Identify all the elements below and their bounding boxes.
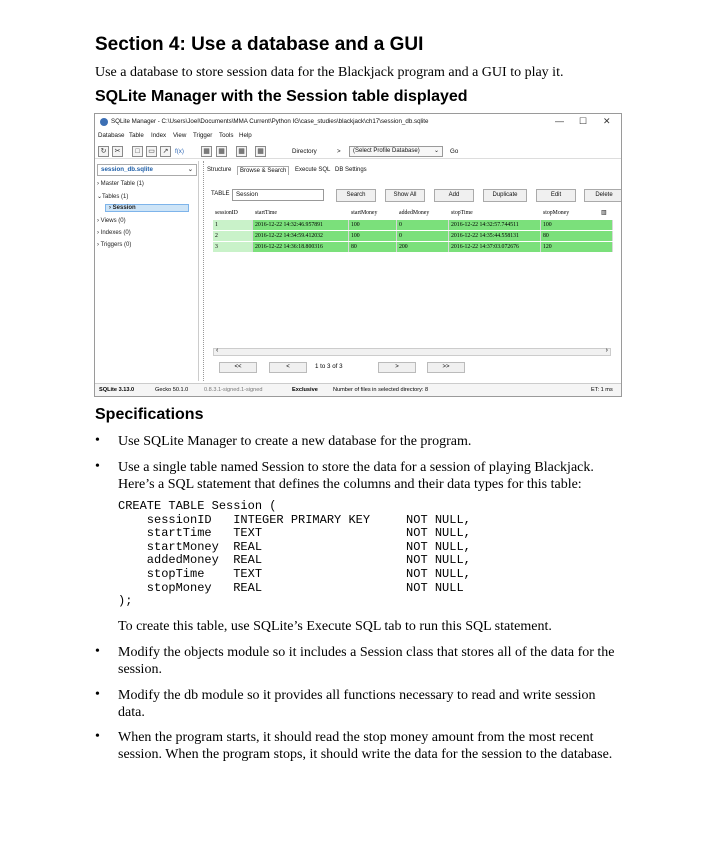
app-icon: [100, 118, 108, 126]
cell-startmoney[interactable]: 80: [349, 242, 397, 252]
tab-structure[interactable]: Structure: [207, 167, 232, 173]
tree-tables-label: Tables (1): [102, 194, 129, 200]
chevron-down-icon: ⌄: [187, 166, 193, 173]
edit-button[interactable]: Edit: [536, 189, 576, 202]
create-table-icon[interactable]: ▦: [201, 146, 212, 157]
cell-addedmoney[interactable]: 200: [397, 242, 449, 252]
cell-sessionid[interactable]: 1: [213, 220, 253, 230]
col-header-addedmoney[interactable]: addedMoney: [399, 210, 430, 216]
menu-tools[interactable]: Tools: [219, 132, 234, 139]
chevron-right-icon: ›: [97, 242, 99, 248]
drop-index-icon[interactable]: ▦: [255, 146, 266, 157]
spec-item-4: Modify the db module so it provides all functions necessary to read and write session data.: [118, 688, 596, 720]
page-indicator: 1 to 3 of 3: [315, 363, 343, 370]
execute-sql-note: To create this table, use SQLite’s Execute SQL tab to run this SQL statement.: [118, 619, 552, 634]
tree-views-label: Views (0): [100, 218, 126, 224]
cell-stopmoney[interactable]: 120: [541, 242, 613, 252]
directory-label: Directory: [292, 148, 317, 155]
cell-stoptime[interactable]: 2016-12-22 14:35:44.558131: [449, 231, 541, 241]
tab-browse-search[interactable]: Browse & Search: [237, 166, 289, 175]
spec-item-5: When the program starts, it should read the stop money amount from the most recent session. When the program stops, it should write the data for the session to the database.: [118, 730, 613, 762]
tree-indexes-label: Indexes (0): [100, 230, 131, 236]
drop-table-icon[interactable]: ▦: [216, 146, 227, 157]
tree-session-label: Session: [112, 205, 136, 211]
col-header-sessionid[interactable]: sessionID: [215, 210, 238, 216]
cell-stopmoney[interactable]: 100: [541, 220, 613, 230]
chevron-right-icon: ›: [109, 205, 111, 211]
menu-trigger[interactable]: Trigger: [193, 132, 213, 139]
chevron-down-icon: ⌄: [433, 148, 439, 154]
status-version: SQLite 3.13.0: [99, 387, 135, 393]
cell-starttime[interactable]: 2016-12-22 14:34:59.412032: [253, 231, 349, 241]
create-index-icon[interactable]: ▦: [236, 146, 247, 157]
cell-startmoney[interactable]: 100: [349, 220, 397, 230]
status-signed: 0.8.3.1-signed.1-signed: [204, 387, 263, 393]
pane-splitter[interactable]: [200, 161, 204, 381]
delete-button[interactable]: Delete: [584, 189, 622, 202]
col-header-stoptime[interactable]: stopTime: [451, 210, 473, 216]
col-header-stopmoney[interactable]: stopMoney: [543, 210, 570, 216]
table-select[interactable]: Session: [232, 189, 324, 201]
cell-addedmoney[interactable]: 0: [397, 220, 449, 230]
scroll-right-icon[interactable]: ›: [605, 347, 608, 354]
col-header-startmoney[interactable]: startMoney: [351, 210, 378, 216]
cell-addedmoney[interactable]: 0: [397, 231, 449, 241]
scissors-icon[interactable]: ✂: [112, 146, 123, 157]
search-button[interactable]: Search: [336, 189, 376, 202]
bullet-marker: •: [95, 729, 100, 744]
chevron-down-icon: ⌄: [97, 194, 103, 200]
database-select-value: session_db.sqlite: [101, 166, 153, 173]
menu-view[interactable]: View: [173, 132, 187, 139]
cell-stopmoney[interactable]: 80: [541, 231, 613, 241]
intro-text: Use a database to store session data for the Blackjack program and a GUI to play it.: [95, 65, 564, 80]
tab-execute-sql[interactable]: Execute SQL: [295, 167, 331, 173]
profile-database-value: (Select Profile Database): [353, 148, 420, 154]
directory-arrow[interactable]: >: [337, 148, 341, 155]
add-button[interactable]: Add: [434, 189, 474, 202]
cell-startmoney[interactable]: 100: [349, 231, 397, 241]
duplicate-button[interactable]: Duplicate: [483, 189, 527, 202]
spec-item-2: Use a single table named Session to store the data for a session of playing Blackjack. Here’s a SQL statement that defines the columns and their data types for this table:: [118, 460, 594, 492]
cell-starttime[interactable]: 2016-12-22 14:36:18.800316: [253, 242, 349, 252]
minimize-button[interactable]: —: [555, 116, 564, 126]
profile-database-select[interactable]: [349, 146, 443, 157]
tree-tables[interactable]: [97, 193, 128, 200]
menu-database[interactable]: Database: [98, 132, 125, 139]
grid-header: [213, 208, 613, 218]
tree-triggers-label: Triggers (0): [100, 242, 132, 248]
first-page-button[interactable]: <<: [219, 362, 257, 373]
left-pane: [95, 161, 199, 381]
menubar: [95, 131, 621, 141]
bullet-marker: •: [95, 433, 100, 448]
tree-master-table[interactable]: [97, 181, 144, 187]
table-row[interactable]: [213, 242, 613, 252]
tree-master-label: Master Table (1): [100, 181, 144, 187]
table-label: TABLE: [211, 191, 230, 197]
bullet-marker: •: [95, 644, 100, 659]
chevron-right-icon: ›: [97, 218, 99, 224]
horizontal-scrollbar[interactable]: [213, 348, 611, 356]
new-file-icon[interactable]: □: [132, 146, 143, 157]
database-select[interactable]: [97, 164, 197, 176]
section-title: Section 4: Use a database and a GUI: [95, 34, 424, 55]
cell-stoptime[interactable]: 2016-12-22 14:32:57.744511: [449, 220, 541, 230]
go-button[interactable]: Go: [450, 148, 459, 155]
col-header-starttime[interactable]: startTime: [255, 210, 278, 216]
show-all-button[interactable]: Show All: [385, 189, 425, 202]
refresh-icon[interactable]: ↻: [98, 146, 109, 157]
status-files: Number of files in selected directory: 8: [333, 387, 429, 393]
next-page-button[interactable]: >: [378, 362, 416, 373]
sql-create-table: CREATE TABLE Session ( sessionID INTEGER PRIMARY KEY NOT NULL, startTime TEXT NOT NULL, startMoney REAL NOT NULL, addedMoney REAL NOT NULL, stopTime TEXT NOT NULL, stopMoney REAL NOT NULL );: [118, 499, 471, 609]
status-gecko: Gecko 50.1.0: [155, 387, 189, 393]
last-page-button[interactable]: >>: [427, 362, 465, 373]
menu-help[interactable]: Help: [239, 132, 252, 139]
column-picker-icon[interactable]: ▥: [601, 210, 607, 216]
chevron-right-icon: ›: [97, 230, 99, 236]
toolbar: [95, 144, 621, 159]
specifications-heading: Specifications: [95, 406, 204, 423]
window-titlebar: [95, 114, 621, 130]
table-row[interactable]: [213, 220, 613, 230]
tree-indexes[interactable]: [97, 230, 131, 236]
export-icon[interactable]: ↗: [160, 146, 171, 157]
status-bar: [95, 383, 621, 396]
tree-views[interactable]: [97, 218, 126, 224]
chevron-right-icon: ›: [97, 181, 99, 187]
scroll-left-icon[interactable]: ‹: [216, 347, 219, 354]
window-title: SQLite Manager - C:\Users\Joel\Documents\MMA Current\Python IG\case_studies\blackjack\ch17\session_db.sqlite: [111, 118, 429, 125]
figure-title: SQLite Manager with the Session table displayed: [95, 88, 468, 105]
tree-item-session[interactable]: [105, 204, 189, 212]
cell-stoptime[interactable]: 2016-12-22 14:37:03.072676: [449, 242, 541, 252]
table-row[interactable]: [213, 231, 613, 241]
maximize-button[interactable]: ☐: [579, 116, 588, 126]
menu-table[interactable]: Table: [129, 132, 144, 139]
cell-starttime[interactable]: 2016-12-22 14:32:46.957891: [253, 220, 349, 230]
spec-item-1: Use SQLite Manager to create a new database for the program.: [118, 434, 472, 449]
open-folder-icon[interactable]: ▭: [146, 146, 157, 157]
status-exclusive: Exclusive: [292, 387, 318, 393]
bullet-marker: •: [95, 687, 100, 702]
menu-index[interactable]: Index: [151, 132, 167, 139]
spec-item-3: Modify the objects module so it includes a Session class that stores all of the data for the session.: [118, 645, 615, 677]
tree-triggers[interactable]: [97, 242, 131, 248]
prev-page-button[interactable]: <: [269, 362, 307, 373]
cell-sessionid[interactable]: 2: [213, 231, 253, 241]
function-icon[interactable]: f(x): [175, 148, 184, 155]
bullet-marker: •: [95, 459, 100, 474]
tab-db-settings[interactable]: DB Settings: [335, 167, 367, 173]
close-button[interactable]: ✕: [603, 116, 611, 126]
cell-sessionid[interactable]: 3: [213, 242, 253, 252]
status-et: ET: 1 ms: [591, 387, 613, 393]
